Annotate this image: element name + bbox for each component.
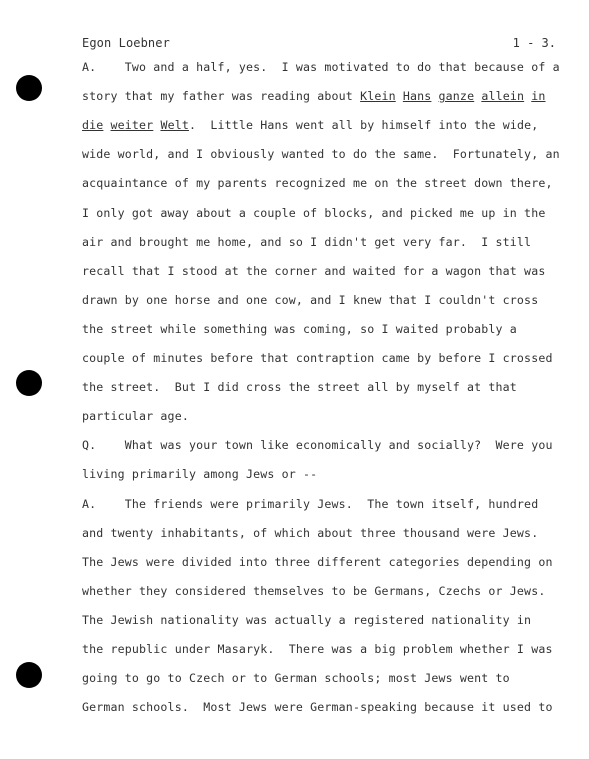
transcript-line	[82, 671, 510, 685]
transcript-line	[82, 526, 538, 540]
line-text: acquaintance of my parents recognized me on the street down there,	[82, 176, 553, 191]
transcript-line	[82, 264, 545, 278]
line-text: air and brought me home, and so I didn't get very far. I still	[82, 234, 532, 249]
line-text: going to go to Czech or to German schools; most Jews went to	[82, 671, 510, 686]
line-text: couple of minutes before that contraption came by before I crossed	[82, 351, 553, 365]
line-text: particular age.	[82, 409, 189, 424]
transcript-line	[82, 351, 553, 365]
line-text: I only got away about a couple of blocks, and picked me up in the	[82, 205, 546, 220]
transcript-line	[82, 613, 531, 627]
line-text: German schools. Most Jews were German-speaking because it used to	[82, 700, 553, 715]
line-text	[396, 89, 403, 103]
underlined-phrase: ganze	[438, 89, 475, 104]
line-text: drawn by one horse and one cow, and I knew that I couldn't cross	[82, 292, 539, 307]
underlined-phrase: Hans	[402, 89, 432, 104]
transcript-line	[82, 642, 553, 656]
transcript-line	[82, 89, 546, 103]
line-text: . Little Hans went all by himself into the wide,	[188, 118, 539, 133]
transcript-line	[82, 293, 538, 307]
transcript-line	[82, 147, 560, 161]
line-text: recall that I stood at the corner and waited for a wagon that was	[82, 263, 546, 278]
transcript-line	[82, 700, 553, 714]
transcript-line	[82, 60, 560, 74]
transcript-line	[82, 497, 538, 511]
underlined-phrase: Welt	[160, 118, 189, 133]
underlined-phrase: die	[82, 118, 104, 133]
punch-hole	[16, 75, 42, 101]
underlined-phrase: Klein	[360, 89, 396, 104]
line-text: A. The friends were primarily Jews. The town itself, hundred	[82, 496, 539, 511]
line-text	[431, 89, 438, 103]
header-page-number: 1 - 3.	[512, 36, 556, 50]
transcript-line	[82, 235, 531, 249]
transcript-line	[82, 467, 317, 481]
line-text: whether they considered themselves to be Germans, Czechs or Jews.	[82, 583, 546, 598]
transcript-line	[82, 118, 538, 132]
underlined-phrase: allein	[481, 89, 525, 104]
punch-hole	[16, 662, 42, 688]
transcript-line	[82, 206, 545, 220]
transcript-line	[82, 409, 189, 423]
transcript-line	[82, 584, 545, 598]
line-text: The Jews were divided into three different categories depending on	[82, 554, 553, 569]
line-text: and twenty inhabitants, of which about three thousand were Jews.	[82, 525, 539, 540]
line-text: living primarily among Jews or --	[82, 467, 318, 482]
transcript-line	[82, 555, 553, 569]
line-text: The Jewish nationality was actually a registered nationality in	[82, 612, 532, 627]
line-text: the street while something was coming, so I waited probably a	[82, 321, 517, 336]
line-text: the republic under Masaryk. There was a big problem whether I was	[82, 642, 553, 656]
line-text: wide world, and I obviously wanted to do the same. Fortunately, an	[82, 147, 560, 162]
punch-hole	[16, 370, 42, 396]
line-text	[103, 118, 110, 132]
transcript-line	[82, 322, 517, 336]
transcript-line	[82, 380, 517, 394]
line-text: A. Two and a half, yes. I was motivated to do that because of a	[82, 60, 560, 74]
underlined-phrase: in	[531, 89, 546, 104]
underlined-phrase: weiter	[110, 118, 154, 133]
line-text: Q. What was your town like economically and socially? Were you	[82, 438, 553, 453]
transcript-line	[82, 438, 553, 452]
line-text: the street. But I did cross the street all by myself at that	[82, 380, 517, 395]
line-text: story that my father was reading about	[82, 89, 361, 104]
header-name: Egon Loebner	[82, 36, 170, 50]
transcript-line	[82, 176, 553, 190]
